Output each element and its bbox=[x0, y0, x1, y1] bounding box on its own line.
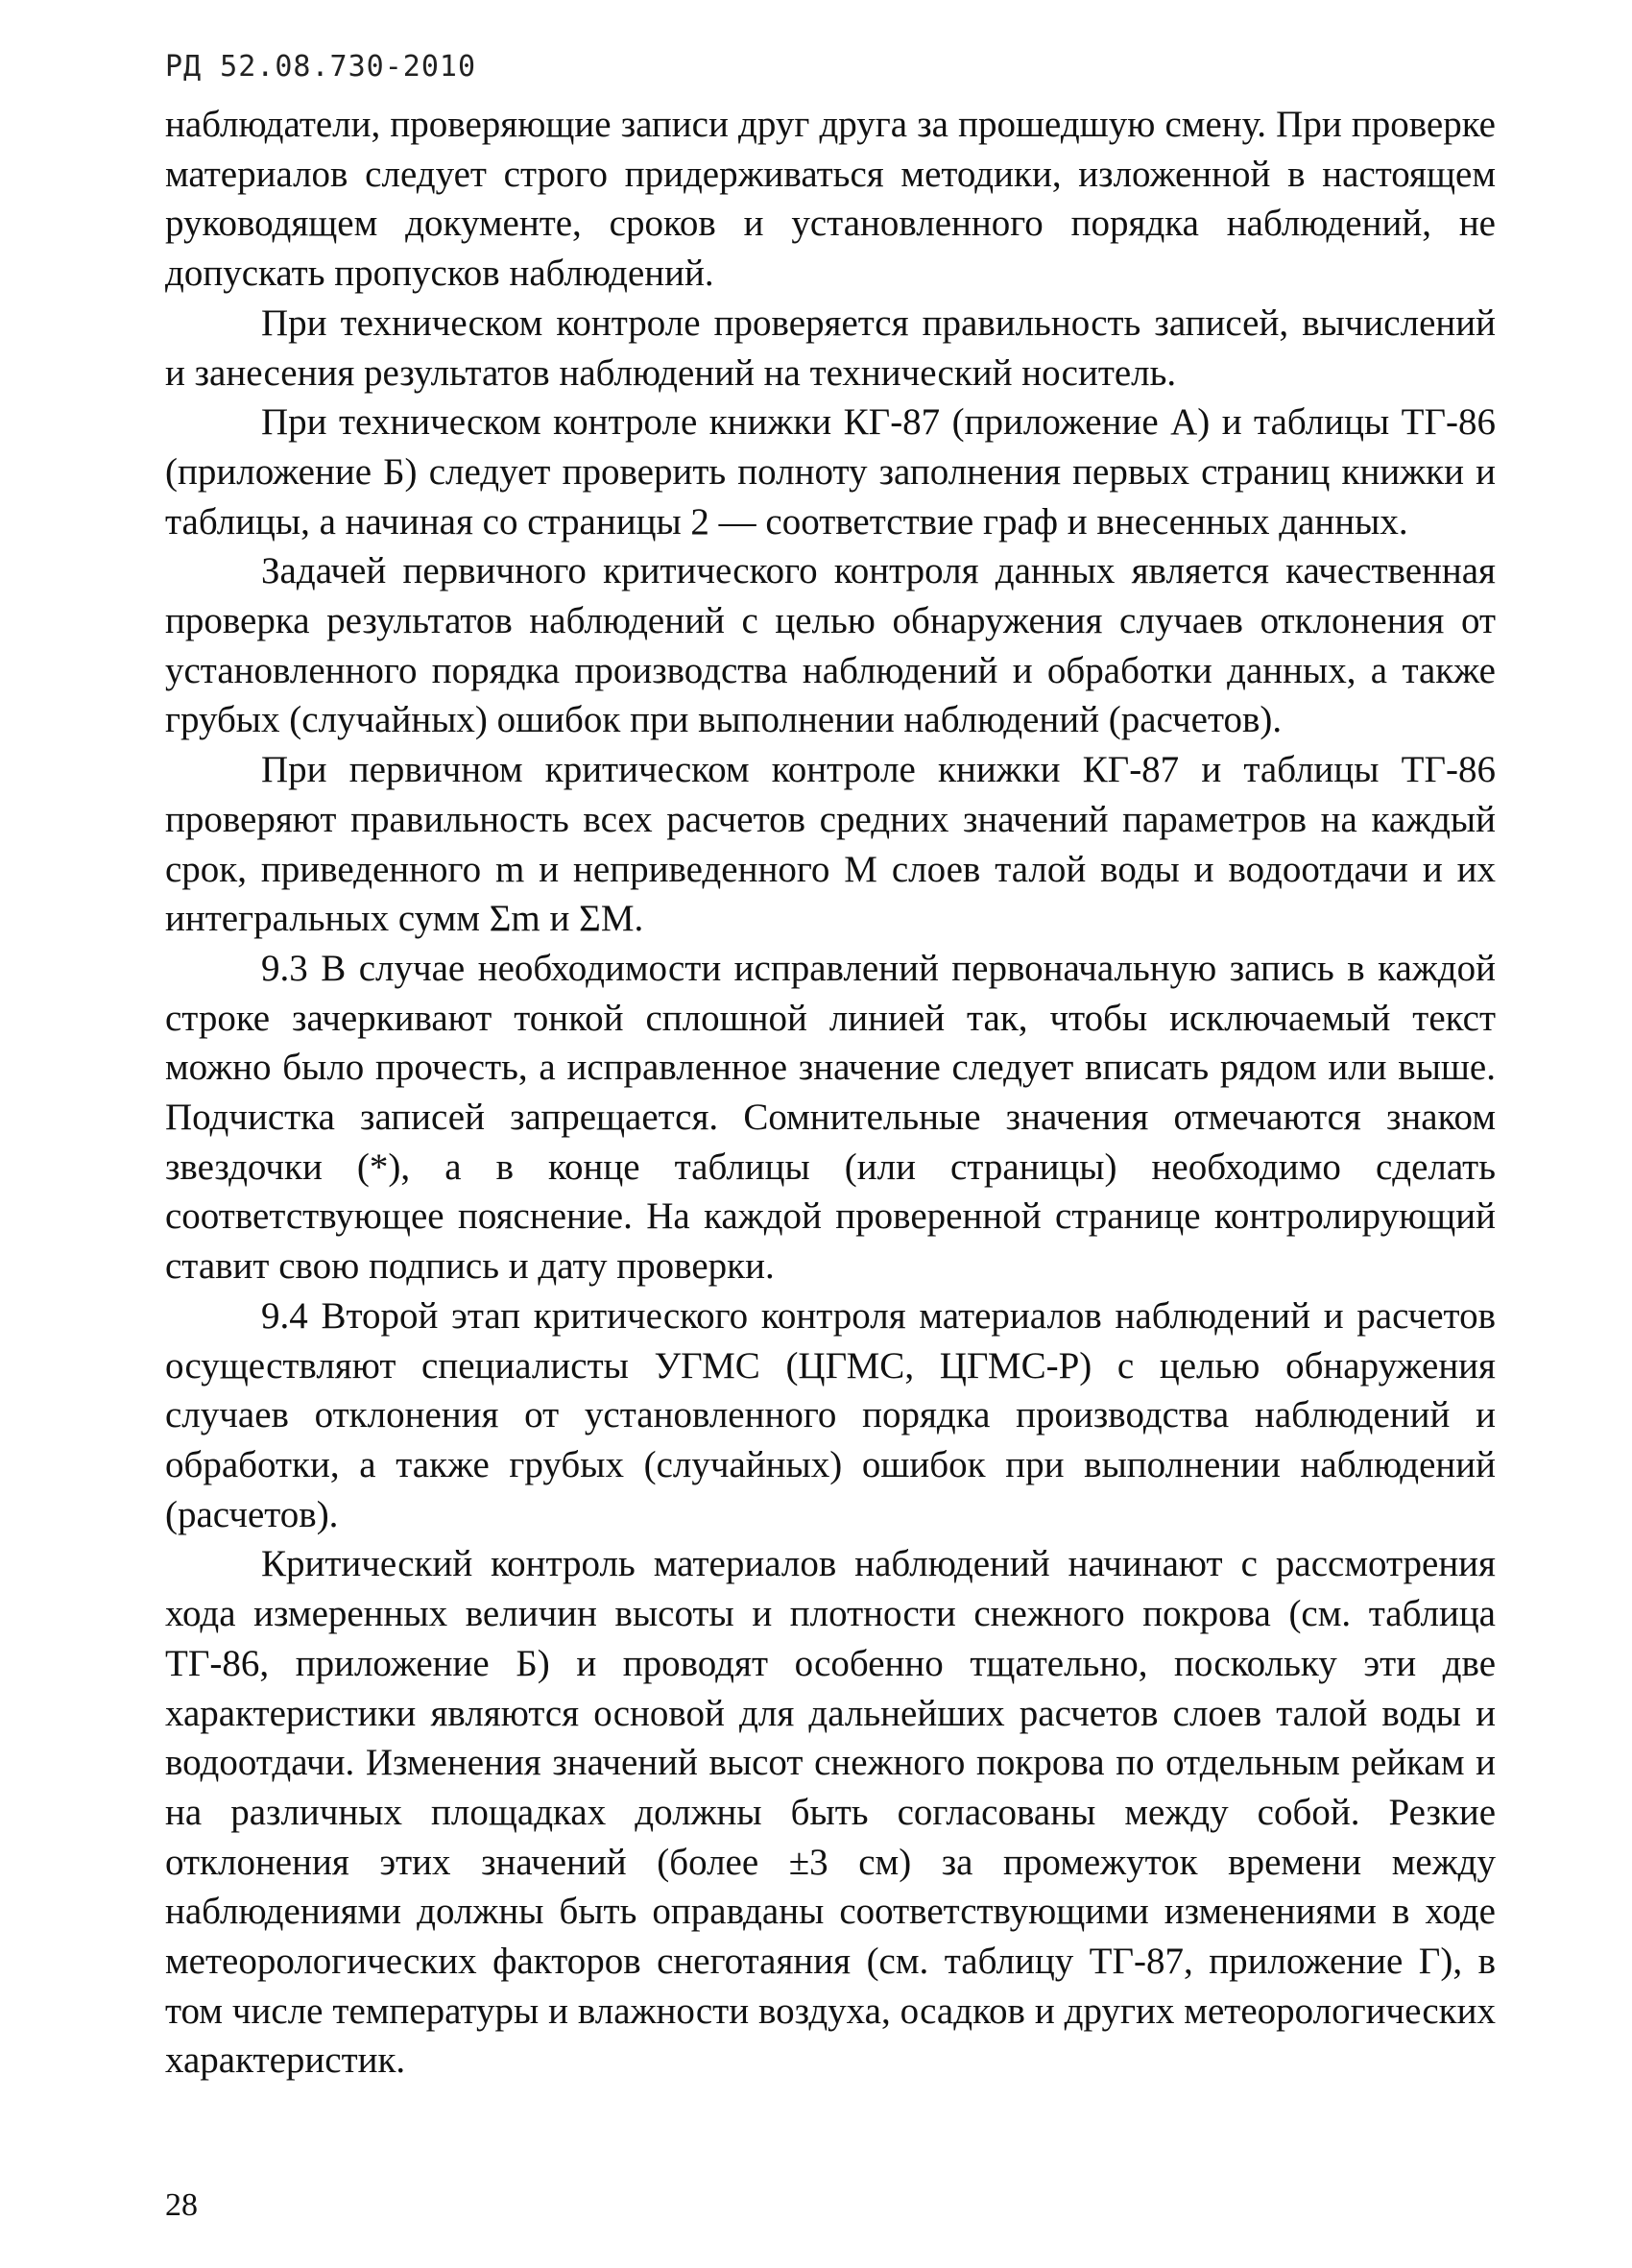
paragraph-8: Критический контроль материалов наблюдений начинают с рассмотрения хода измеренных величин высоты и плотности снежного покрова (см. таблица ТГ-86, приложение Б) и проводят особенно тщательно, поскольку эти две характеристики являются основой для дальнейших расчетов слоев талой воды и водоотдачи. Изменения значений высот снежного покрова по отдельным рейкам и на различных площадках должны быть согласованы между собой. Резкие отклонения этих значений (более ±3 см) за промежуток времени между наблюдениями должны быть оправданы соответствующими изменениями в ходе метеорологических факторов снеготаяния (см. таблицу ТГ-87, приложение Г), в том числе температуры и влажности воздуха, осадков и других метеорологических характеристик. bbox=[165, 1543, 1496, 2082]
paragraph-2: При техническом контроле проверяется правильность записей, вычислений и занесения результатов наблюдений на технический носитель. bbox=[165, 302, 1496, 394]
paragraph-3: При техническом контроле книжки КГ-87 (приложение А) и таблицы ТГ-86 (приложение Б) следует проверить полноту заполнения первых страниц книжки и таблицы, а начиная со страницы 2 — соответствие граф и внесенных данных. bbox=[165, 401, 1496, 543]
paragraph-1: наблюдатели, проверяющие записи друг друга за прошедшую смену. При проверке материалов следует строго придерживаться методики, изложенной в настоящем руководящем документе, сроков и установленного порядка наблюдений, не допускать пропусков наблюдений. bbox=[165, 104, 1496, 295]
document-code-header: РД 52.08.730-2010 bbox=[165, 50, 477, 84]
document-body bbox=[165, 100, 1496, 2086]
paragraph-5: При первичном критическом контроле книжки КГ-87 и таблицы ТГ-86 проверяют правильность всех расчетов средних значений параметров на каждый срок, приведенного m и неприведенного M слоев талой воды и водоотдачи и их интегральных сумм Σm и ΣM. bbox=[165, 749, 1496, 940]
paragraph-4: Задачей первичного критического контроля данных является качественная проверка результатов наблюдений с целью обнаружения случаев отклонения от установленного порядка производства наблюдений и обработки данных, а также грубых (случайных) ошибок при выполнении наблюдений (расчетов). bbox=[165, 550, 1496, 741]
paragraph-6-section-9-3: 9.3 В случае необходимости исправлений первоначальную запись в каждой строке зачеркивают тонкой сплошной линией так, чтобы исключаемый текст можно было прочесть, а исправленное значение следует вписать рядом или выше. Подчистка записей запрещается. Сомнительные значения отмечаются знаком звездочки (*), а в конце таблицы (или страницы) необходимо сделать соответствующее пояснение. На каждой проверенной странице контролирующий ставит свою подпись и дату проверки. bbox=[165, 947, 1496, 1288]
page-number: 28 bbox=[165, 2187, 198, 2223]
paragraph-7-section-9-4: 9.4 Второй этап критического контроля материалов наблюдений и расчетов осуществляют специалисты УГМС (ЦГМС, ЦГМС-Р) с целью обнаружения случаев отклонения от установленного порядка производства наблюдений и обработки, а также грубых (случайных) ошибок при выполнении наблюдений (расчетов). bbox=[165, 1294, 1496, 1535]
